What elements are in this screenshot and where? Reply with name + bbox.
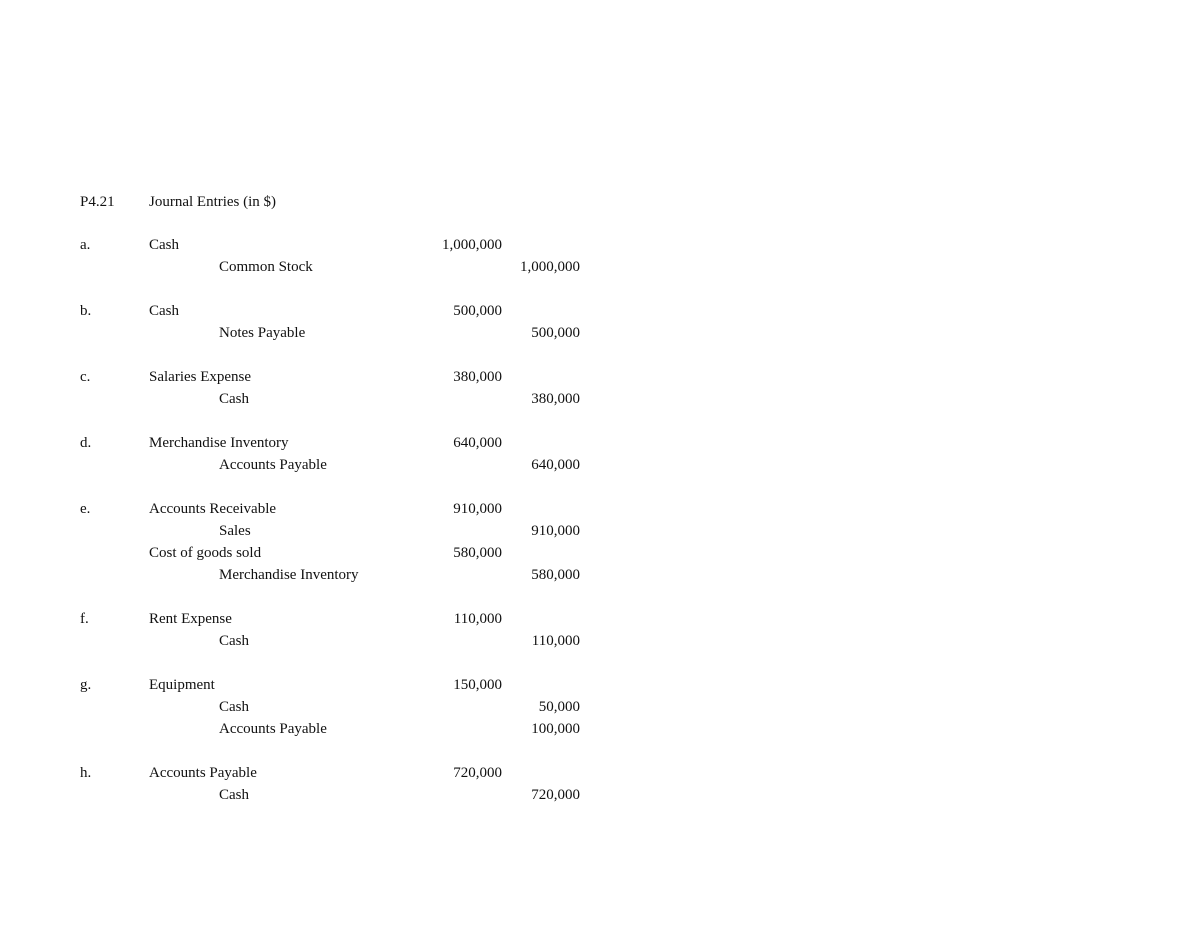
account-name: Cost of goods sold [149, 545, 262, 561]
entry-line [80, 696, 600, 718]
entry-line [80, 256, 600, 278]
entry-line [80, 498, 600, 520]
account-name: Accounts Payable [219, 721, 327, 737]
debit-amount: 110,000 [453, 611, 502, 627]
journal-entry-e [80, 498, 600, 586]
account-name: Accounts Payable [219, 457, 327, 473]
account-name: Cash [219, 391, 249, 407]
account-name: Cash [219, 787, 249, 803]
journal-entry-f [80, 608, 600, 652]
journal-entry-d [80, 432, 600, 476]
journal-entries [80, 234, 600, 828]
entry-line [80, 718, 600, 740]
account-name: Equipment [149, 677, 215, 693]
account-name: Accounts Receivable [149, 501, 277, 517]
account-name: Rent Expense [149, 611, 232, 627]
entry-line [80, 322, 600, 344]
debit-amount: 380,000 [453, 369, 502, 385]
debit-amount: 150,000 [453, 677, 502, 693]
debit-amount: 720,000 [453, 765, 502, 781]
entry-line [80, 432, 600, 454]
entry-line [80, 388, 600, 410]
account-name: Merchandise Inventory [219, 567, 359, 583]
debit-amount: 640,000 [453, 435, 502, 451]
credit-amount: 110,000 [531, 633, 580, 649]
account-name: Cash [149, 237, 179, 253]
entry-line [80, 784, 600, 806]
entry-line [80, 630, 600, 652]
entry-line [80, 300, 600, 322]
account-name: Merchandise Inventory [149, 435, 289, 451]
journal-entry-b [80, 300, 600, 344]
problem-title: Journal Entries (in $) [149, 194, 277, 210]
credit-amount: 50,000 [538, 699, 580, 715]
entry-letter: f. [80, 611, 89, 627]
debit-amount: 500,000 [453, 303, 502, 319]
entry-letter: d. [80, 435, 92, 451]
debit-amount: 910,000 [453, 501, 502, 517]
account-name: Cash [219, 699, 249, 715]
entry-line [80, 762, 600, 784]
credit-amount: 1,000,000 [520, 259, 580, 275]
debit-amount: 1,000,000 [442, 237, 502, 253]
problem-number: P4.21 [80, 194, 115, 210]
entry-letter: b. [80, 303, 92, 319]
credit-amount: 100,000 [531, 721, 580, 737]
journal-entry-a [80, 234, 600, 278]
entry-line [80, 564, 600, 586]
account-name: Sales [219, 523, 251, 539]
account-name: Salaries Expense [149, 369, 252, 385]
account-name: Cash [149, 303, 179, 319]
entry-line [80, 542, 600, 564]
credit-amount: 580,000 [531, 567, 580, 583]
account-name: Cash [219, 633, 249, 649]
entry-letter: h. [80, 765, 92, 781]
entry-line [80, 234, 600, 256]
entry-letter: a. [80, 237, 91, 253]
entry-line [80, 454, 600, 476]
account-name: Common Stock [219, 259, 313, 275]
account-name: Accounts Payable [149, 765, 257, 781]
entry-line [80, 608, 600, 630]
entry-letter: e. [80, 501, 91, 517]
entry-letter: c. [80, 369, 91, 385]
credit-amount: 910,000 [531, 523, 580, 539]
entry-line [80, 366, 600, 388]
credit-amount: 720,000 [531, 787, 580, 803]
account-name: Notes Payable [219, 325, 306, 341]
credit-amount: 380,000 [531, 391, 580, 407]
journal-entry-g [80, 674, 600, 740]
credit-amount: 640,000 [531, 457, 580, 473]
entry-line [80, 674, 600, 696]
entry-letter: g. [80, 677, 92, 693]
debit-amount: 580,000 [453, 545, 502, 561]
entry-line [80, 520, 600, 542]
credit-amount: 500,000 [531, 325, 580, 341]
problem-header [80, 192, 680, 212]
journal-entry-c [80, 366, 600, 410]
journal-entry-h [80, 762, 600, 806]
